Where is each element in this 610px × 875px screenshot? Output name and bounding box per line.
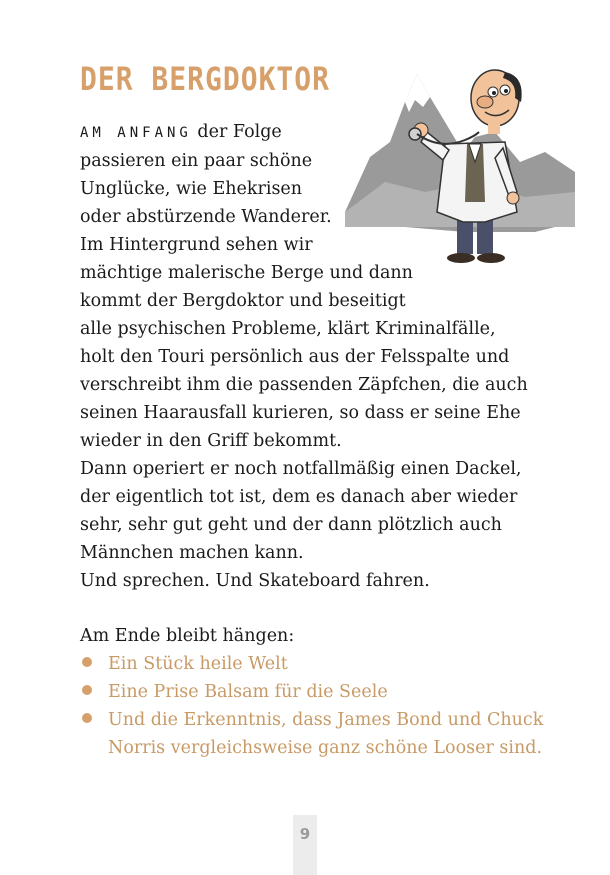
text-line: wieder in den Griff bekommt.: [80, 431, 342, 451]
bullet-text: Norris vergleichsweise ganz schöne Looser sind.: [108, 738, 543, 758]
text-line: oder abstürzende Wanderer.: [80, 207, 332, 227]
text-line: mächtige malerische Berge und dann: [80, 263, 413, 283]
summary-bullet-list: [80, 650, 550, 762]
text-line: kommt der Bergdoktor und beseitigt: [80, 291, 406, 311]
bullet-text: Und die Erkenntnis, dass James Bond und Chuck: [108, 710, 544, 730]
bullet-item: [80, 678, 550, 706]
text-line: Und sprechen. Und Skateboard fahren.: [80, 571, 430, 591]
text-line: verschreibt ihm die passenden Zäpfchen, die auch: [80, 375, 528, 395]
bullet-dot-icon: [82, 713, 92, 723]
text-line: der Folge: [191, 122, 282, 142]
text-line: seinen Haarausfall kurieren, so dass er seine Ehe: [80, 403, 521, 423]
text-line: alle psychischen Probleme, klärt Kriminalfälle,: [80, 319, 496, 339]
body-paragraph: [80, 118, 550, 595]
text-line: Im Hintergrund sehen wir: [80, 235, 313, 255]
bullet-text: Ein Stück heile Welt: [108, 654, 288, 674]
bullet-item: [80, 650, 550, 678]
bullet-dot-icon: [82, 657, 92, 667]
page-number: 9: [299, 825, 311, 843]
text-line: der eigentlich tot ist, dem es danach aber wieder: [80, 487, 518, 507]
text-line: Männchen machen kann.: [80, 543, 304, 563]
text-line: sehr, sehr gut geht und der dann plötzlich auch: [80, 515, 502, 535]
text-line: Unglücke, wie Ehekrisen: [80, 179, 303, 199]
bullet-text: Eine Prise Balsam für die Seele: [108, 682, 388, 702]
lead-in: AM ANFANG: [80, 125, 192, 141]
page-number-tab: [293, 815, 317, 875]
bullet-item: [80, 706, 550, 762]
summary-intro: Am Ende bleibt hängen:: [80, 626, 295, 646]
chapter-title: DER BERGDOKTOR: [80, 60, 331, 98]
text-line: Dann operiert er noch notfallmäßig einen Dackel,: [80, 459, 522, 479]
text-line: passieren ein paar schöne: [80, 151, 313, 171]
summary-section: [80, 622, 550, 762]
bullet-dot-icon: [82, 685, 92, 695]
first-line: [80, 118, 550, 147]
text-line: holt den Touri persönlich aus der Felsspalte und: [80, 347, 510, 367]
